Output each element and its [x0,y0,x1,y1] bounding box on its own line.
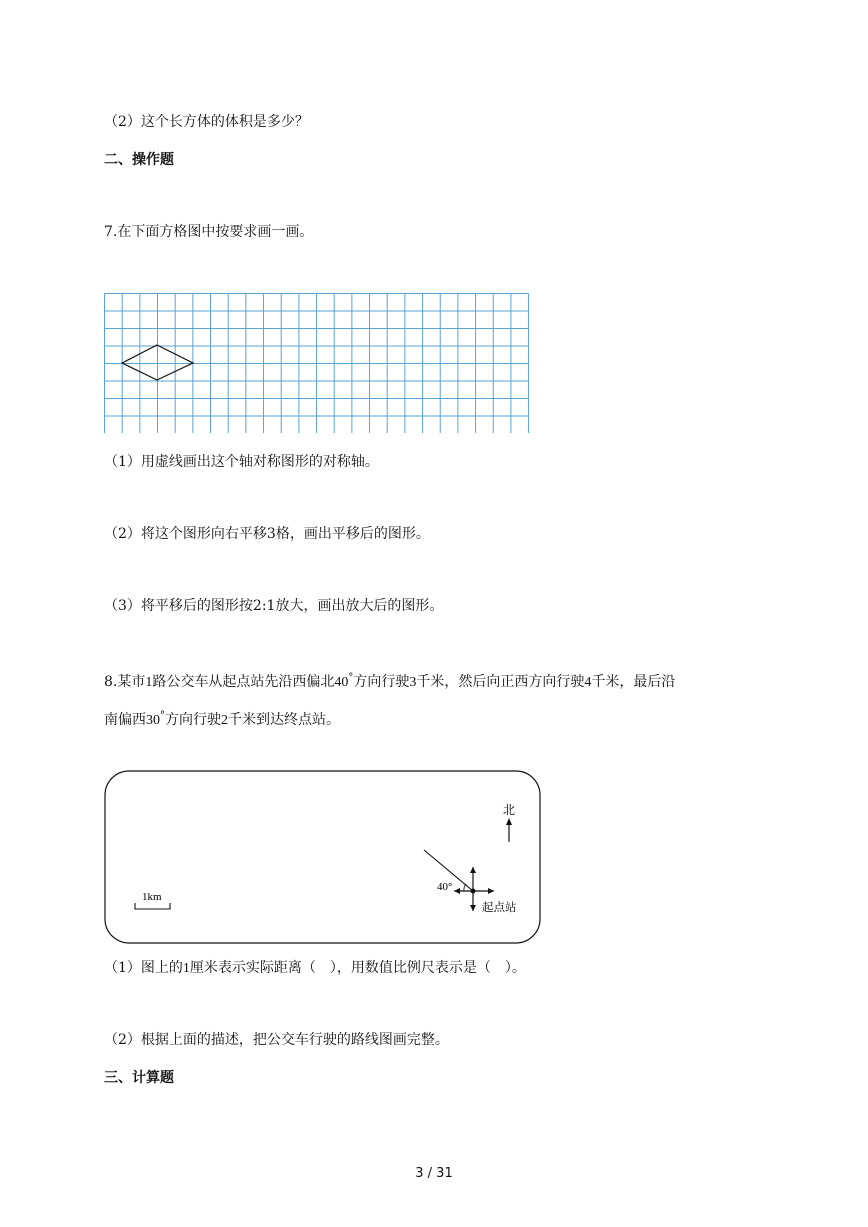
start-station-label: 起点站 [482,900,517,914]
axis-arrow-down-icon [470,905,476,911]
q8-line2: 南偏西30°方向行驶2千米到达终点站。 [104,710,340,728]
q7-title: 7.在下面方格图中按要求画一画。 [104,224,314,240]
scale-bar [135,903,170,909]
q7-part1: （1）用虚线画出这个轴对称图形的对称轴。 [104,454,379,470]
axis-arrow-left-icon [454,888,460,894]
q7-part3: （3）将平移后的图形按2:1放大，画出放大后的图形。 [104,598,444,614]
q8-part1: （1）图上的1厘米表示实际距离（ ），用数值比例尺表示是（ ）。 [104,960,526,976]
q8-line1: 8.某市1路公交车从起点站先沿西偏北40°方向行驶3千米，然后向正西方向行驶4千米，最后沿 [104,672,676,690]
axis-arrow-right-icon [488,888,494,894]
scale-label: 1km [142,891,162,903]
q8-part2: （2）根据上面的描述，把公交车行驶的路线图画完整。 [104,1032,449,1048]
q6-part2: （2）这个长方体的体积是多少？ [104,114,309,130]
grid-figure [104,293,530,437]
axis-arrow-up-icon [470,867,476,873]
route-map [104,770,542,950]
angle-arc [464,884,466,891]
north-arrowhead-icon [506,818,512,825]
start-point [471,889,476,894]
page-number: 3 / 31 [415,1166,453,1181]
grid-svg [104,293,530,433]
angle-label: 40° [437,881,453,893]
q7-part2: （2）将这个图形向右平移3格，画出平移后的图形。 [104,526,430,542]
section-heading-calculation: 三、计算题 [104,1070,174,1086]
north-label: 北 [502,803,516,817]
route-map-svg [104,770,542,946]
section-heading-operations: 二、操作题 [104,152,174,168]
map-frame [105,771,540,943]
